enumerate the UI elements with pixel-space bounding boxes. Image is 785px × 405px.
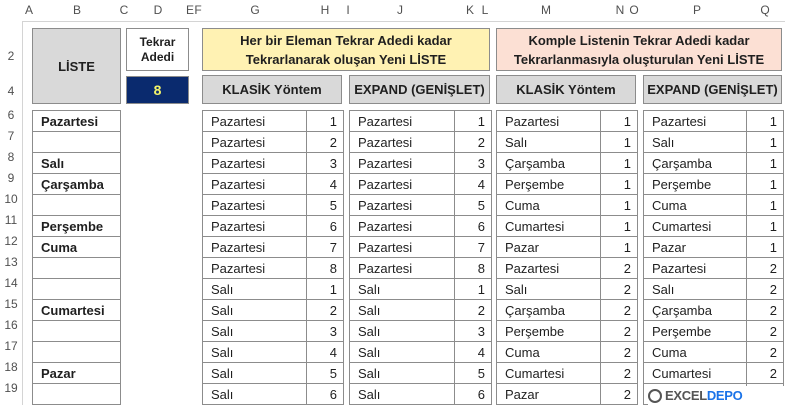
klasik2-name-cell[interactable]: Cuma bbox=[496, 194, 601, 216]
column-header-e[interactable]: E bbox=[185, 3, 194, 17]
expand2-count-cell[interactable]: 2 bbox=[746, 278, 784, 300]
column-header-g[interactable]: G bbox=[250, 3, 260, 17]
expand2-count-cell[interactable]: 1 bbox=[746, 236, 784, 258]
klasik1-name-cell[interactable]: Pazartesi bbox=[202, 173, 307, 195]
klasik2-count-cell[interactable]: 1 bbox=[600, 131, 638, 153]
column-header-i[interactable]: I bbox=[346, 3, 350, 17]
klasik1-name-cell[interactable]: Salı bbox=[202, 341, 307, 363]
expand2-name-cell[interactable]: Cuma bbox=[643, 341, 747, 363]
expand2-name-cell[interactable]: Pazar bbox=[643, 236, 747, 258]
column-header-l[interactable]: L bbox=[481, 3, 489, 17]
klasik2-count-cell[interactable]: 2 bbox=[600, 278, 638, 300]
expand1-count-cell[interactable]: 7 bbox=[454, 236, 492, 258]
klasik2-name-cell[interactable]: Pazartesi bbox=[496, 257, 601, 279]
klasik1-name-cell[interactable]: Pazartesi bbox=[202, 131, 307, 153]
column-header-bar bbox=[0, 0, 785, 22]
row-header-6[interactable]: 6 bbox=[7, 108, 15, 122]
expand1-name-cell[interactable]: Pazartesi bbox=[349, 215, 455, 237]
klasik2-count-cell[interactable]: 2 bbox=[600, 299, 638, 321]
expand2-count-cell[interactable]: 1 bbox=[746, 215, 784, 237]
expand2-name-cell[interactable]: Perşembe bbox=[643, 320, 747, 342]
section2-title[interactable]: Komple Listenin Tekrar Adedi kadar Tekrarlanmasıyla oluşturulan Yeni LİSTE bbox=[496, 28, 782, 71]
klasik1-count-cell[interactable]: 8 bbox=[306, 257, 344, 279]
liste-item[interactable] bbox=[32, 194, 121, 216]
expand2-name-cell[interactable]: Pazartesi bbox=[643, 257, 747, 279]
column-header-o[interactable]: O bbox=[629, 3, 639, 17]
klasik1-count-cell[interactable]: 5 bbox=[306, 362, 344, 384]
row-header-19[interactable]: 19 bbox=[4, 381, 18, 395]
expand1-name-cell[interactable]: Salı bbox=[349, 341, 455, 363]
klasik2-name-cell[interactable]: Cuma bbox=[496, 341, 601, 363]
expand2-name-cell[interactable]: Cumartesi bbox=[643, 362, 747, 384]
column-header-n[interactable]: N bbox=[615, 3, 625, 17]
expand2-name-cell[interactable]: Perşembe bbox=[643, 173, 747, 195]
expand2-count-cell[interactable]: 1 bbox=[746, 173, 784, 195]
expand1-name-cell[interactable]: Pazartesi bbox=[349, 152, 455, 174]
row-header-bar bbox=[0, 21, 23, 405]
expand2-count-cell[interactable]: 2 bbox=[746, 362, 784, 384]
klasik2-count-cell[interactable]: 2 bbox=[600, 362, 638, 384]
klasik1-count-cell[interactable]: 3 bbox=[306, 320, 344, 342]
column-header-h[interactable]: H bbox=[320, 3, 330, 17]
liste-item[interactable]: Cuma bbox=[32, 236, 121, 258]
klasik2-name-cell[interactable]: Salı bbox=[496, 278, 601, 300]
expand1-count-cell[interactable]: 4 bbox=[454, 173, 492, 195]
expand1-count-cell[interactable]: 5 bbox=[454, 194, 492, 216]
column-header-c[interactable]: C bbox=[119, 3, 129, 17]
klasik1-name-cell[interactable]: Salı bbox=[202, 299, 307, 321]
row-header-4[interactable]: 4 bbox=[7, 84, 15, 98]
klasik1-count-cell[interactable]: 2 bbox=[306, 131, 344, 153]
klasik1-name-cell[interactable]: Salı bbox=[202, 362, 307, 384]
klasik1-name-cell[interactable]: Pazartesi bbox=[202, 194, 307, 216]
klasik2-count-cell[interactable]: 1 bbox=[600, 236, 638, 258]
klasik2-name-cell[interactable]: Cumartesi bbox=[496, 215, 601, 237]
klasik2-name-cell[interactable]: Çarşamba bbox=[496, 152, 601, 174]
liste-item[interactable]: Perşembe bbox=[32, 215, 121, 237]
expand1-count-cell[interactable]: 1 bbox=[454, 278, 492, 300]
expand-title-1[interactable]: EXPAND (GENİŞLET) bbox=[349, 75, 490, 104]
klasik1-count-cell[interactable]: 2 bbox=[306, 299, 344, 321]
expand1-name-cell[interactable]: Pazartesi bbox=[349, 131, 455, 153]
expand-title-2[interactable]: EXPAND (GENİŞLET) bbox=[643, 75, 782, 104]
expand1-count-cell[interactable]: 2 bbox=[454, 299, 492, 321]
watermark-text-1: EXCEL bbox=[665, 388, 707, 403]
klasik1-count-cell[interactable]: 3 bbox=[306, 152, 344, 174]
expand1-count-cell[interactable]: 8 bbox=[454, 257, 492, 279]
liste-item[interactable]: Salı bbox=[32, 152, 121, 174]
klasik1-count-cell[interactable]: 1 bbox=[306, 278, 344, 300]
row-header-18[interactable]: 18 bbox=[4, 360, 18, 374]
klasik-yontem-title-1[interactable]: KLASİK Yöntem bbox=[202, 75, 342, 104]
row-header-17[interactable]: 17 bbox=[4, 339, 18, 353]
section1-title[interactable]: Her bir Eleman Tekrar Adedi kadar Tekrarlanarak oluşan Yeni LİSTE bbox=[202, 28, 490, 71]
row-header-15[interactable]: 15 bbox=[4, 297, 18, 311]
expand2-count-cell[interactable]: 1 bbox=[746, 110, 784, 132]
expand1-name-cell[interactable]: Pazartesi bbox=[349, 257, 455, 279]
watermark-icon bbox=[648, 389, 662, 403]
column-header-p[interactable]: P bbox=[692, 3, 701, 17]
tekrar-adedi-value[interactable]: 8 bbox=[126, 76, 189, 104]
klasik1-count-cell[interactable]: 5 bbox=[306, 194, 344, 216]
klasik2-name-cell[interactable]: Cumartesi bbox=[496, 362, 601, 384]
liste-item[interactable]: Çarşamba bbox=[32, 173, 121, 195]
expand1-name-cell[interactable]: Pazartesi bbox=[349, 173, 455, 195]
klasik2-count-cell[interactable]: 2 bbox=[600, 383, 638, 405]
row-header-9[interactable]: 9 bbox=[7, 171, 15, 185]
expand1-name-cell[interactable]: Salı bbox=[349, 320, 455, 342]
klasik1-count-cell[interactable]: 7 bbox=[306, 236, 344, 258]
column-header-j[interactable]: J bbox=[397, 3, 403, 17]
expand2-count-cell[interactable]: 2 bbox=[746, 299, 784, 321]
klasik2-count-cell[interactable]: 2 bbox=[600, 320, 638, 342]
klasik1-count-cell[interactable]: 4 bbox=[306, 173, 344, 195]
klasik2-name-cell[interactable]: Salı bbox=[496, 131, 601, 153]
column-header-m[interactable]: M bbox=[541, 3, 551, 17]
expand1-name-cell[interactable]: Salı bbox=[349, 383, 455, 405]
expand2-count-cell[interactable]: 1 bbox=[746, 194, 784, 216]
liste-item[interactable]: Cumartesi bbox=[32, 299, 121, 321]
expand1-count-cell[interactable]: 3 bbox=[454, 320, 492, 342]
klasik1-name-cell[interactable]: Salı bbox=[202, 383, 307, 405]
liste-item[interactable] bbox=[32, 257, 121, 279]
klasik1-name-cell[interactable]: Pazartesi bbox=[202, 236, 307, 258]
expand2-name-cell[interactable]: Salı bbox=[643, 278, 747, 300]
liste-header[interactable]: LİSTE bbox=[32, 28, 121, 104]
expand1-name-cell[interactable]: Pazartesi bbox=[349, 110, 455, 132]
klasik1-name-cell[interactable]: Salı bbox=[202, 278, 307, 300]
liste-item[interactable] bbox=[32, 131, 121, 153]
expand1-name-cell[interactable]: Pazartesi bbox=[349, 194, 455, 216]
column-header-f[interactable]: F bbox=[194, 3, 202, 17]
expand2-count-cell[interactable]: 1 bbox=[746, 131, 784, 153]
klasik1-count-cell[interactable]: 6 bbox=[306, 383, 344, 405]
klasik1-name-cell[interactable]: Pazartesi bbox=[202, 152, 307, 174]
klasik1-name-cell[interactable]: Pazartesi bbox=[202, 215, 307, 237]
liste-item[interactable] bbox=[32, 383, 121, 405]
klasik2-count-cell[interactable]: 2 bbox=[600, 341, 638, 363]
watermark-text-2: DEPO bbox=[706, 388, 743, 403]
row-header-8[interactable]: 8 bbox=[7, 150, 15, 164]
expand1-count-cell[interactable]: 1 bbox=[454, 110, 492, 132]
column-header-b[interactable]: B bbox=[72, 3, 81, 17]
expand1-name-cell[interactable]: Salı bbox=[349, 278, 455, 300]
klasik2-name-cell[interactable]: Çarşamba bbox=[496, 299, 601, 321]
klasik1-count-cell[interactable]: 1 bbox=[306, 110, 344, 132]
klasik2-name-cell[interactable]: Perşembe bbox=[496, 173, 601, 195]
klasik2-count-cell[interactable]: 1 bbox=[600, 215, 638, 237]
liste-item[interactable] bbox=[32, 341, 121, 363]
klasik2-count-cell[interactable]: 1 bbox=[600, 194, 638, 216]
expand1-count-cell[interactable]: 3 bbox=[454, 152, 492, 174]
klasik1-name-cell[interactable]: Pazartesi bbox=[202, 110, 307, 132]
column-header-d[interactable]: D bbox=[153, 3, 163, 17]
expand1-count-cell[interactable]: 2 bbox=[454, 131, 492, 153]
expand1-name-cell[interactable]: Salı bbox=[349, 362, 455, 384]
klasik2-name-cell[interactable]: Pazar bbox=[496, 236, 601, 258]
expand1-name-cell[interactable]: Salı bbox=[349, 299, 455, 321]
liste-item[interactable] bbox=[32, 320, 121, 342]
klasik1-name-cell[interactable]: Salı bbox=[202, 320, 307, 342]
expand2-count-cell[interactable]: 1 bbox=[746, 152, 784, 174]
expand2-count-cell[interactable]: 2 bbox=[746, 257, 784, 279]
row-header-16[interactable]: 16 bbox=[4, 318, 18, 332]
expand2-name-cell[interactable]: Pazartesi bbox=[643, 110, 747, 132]
column-header-a[interactable]: A bbox=[24, 3, 33, 17]
expand1-count-cell[interactable]: 6 bbox=[454, 383, 492, 405]
expand2-name-cell[interactable]: Çarşamba bbox=[643, 152, 747, 174]
klasik2-name-cell[interactable]: Pazar bbox=[496, 383, 601, 405]
expand1-name-cell[interactable]: Pazartesi bbox=[349, 236, 455, 258]
klasik2-count-cell[interactable]: 1 bbox=[600, 110, 638, 132]
expand2-name-cell[interactable]: Çarşamba bbox=[643, 299, 747, 321]
expand1-count-cell[interactable]: 5 bbox=[454, 362, 492, 384]
klasik2-name-cell[interactable]: Pazartesi bbox=[496, 110, 601, 132]
expand1-count-cell[interactable]: 6 bbox=[454, 215, 492, 237]
tekrar-adedi-header[interactable]: Tekrar Adedi bbox=[126, 28, 189, 71]
row-header-10[interactable]: 10 bbox=[4, 192, 18, 206]
expand2-name-cell[interactable]: Cuma bbox=[643, 194, 747, 216]
row-header-7[interactable]: 7 bbox=[7, 129, 15, 143]
expand2-name-cell[interactable]: Cumartesi bbox=[643, 215, 747, 237]
klasik2-count-cell[interactable]: 1 bbox=[600, 152, 638, 174]
row-header-13[interactable]: 13 bbox=[4, 255, 18, 269]
watermark-logo bbox=[648, 386, 785, 405]
row-header-11[interactable]: 11 bbox=[4, 213, 18, 227]
klasik-yontem-title-2[interactable]: KLASİK Yöntem bbox=[496, 75, 636, 104]
liste-item[interactable] bbox=[32, 278, 121, 300]
expand2-count-cell[interactable]: 2 bbox=[746, 320, 784, 342]
klasik1-count-cell[interactable]: 4 bbox=[306, 341, 344, 363]
column-header-q[interactable]: Q bbox=[760, 3, 770, 17]
klasik1-name-cell[interactable]: Pazartesi bbox=[202, 257, 307, 279]
expand1-count-cell[interactable]: 4 bbox=[454, 341, 492, 363]
liste-item[interactable]: Pazar bbox=[32, 362, 121, 384]
row-header-14[interactable]: 14 bbox=[4, 276, 18, 290]
expand2-name-cell[interactable]: Salı bbox=[643, 131, 747, 153]
expand2-count-cell[interactable]: 2 bbox=[746, 341, 784, 363]
row-header-2[interactable]: 2 bbox=[7, 49, 15, 63]
column-header-k[interactable]: K bbox=[465, 3, 474, 17]
klasik2-count-cell[interactable]: 1 bbox=[600, 173, 638, 195]
klasik2-name-cell[interactable]: Perşembe bbox=[496, 320, 601, 342]
klasik2-count-cell[interactable]: 2 bbox=[600, 257, 638, 279]
klasik1-count-cell[interactable]: 6 bbox=[306, 215, 344, 237]
row-header-12[interactable]: 12 bbox=[4, 234, 18, 248]
liste-item[interactable]: Pazartesi bbox=[32, 110, 121, 132]
